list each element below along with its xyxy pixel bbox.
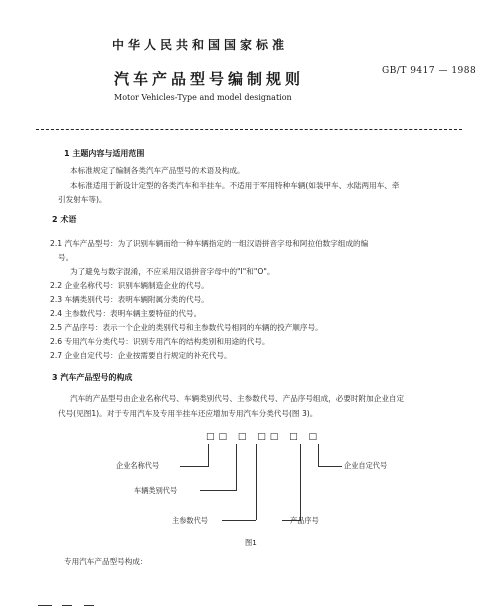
- header-divider: [36, 129, 462, 130]
- term-2-3: 2.3 车辆类别代号：表明车辆附属分类的代号。: [50, 295, 209, 304]
- section-3-heading: 3 汽车产品型号的构成: [52, 373, 133, 382]
- term-2-7: 2.7 企业自定代号：企业按需要自行规定的补充代号。: [50, 351, 232, 360]
- section-1-heading: 1 主题内容与适用范围: [64, 149, 145, 158]
- connector-category: [236, 444, 237, 490]
- connector-company: [208, 444, 209, 466]
- section-1-paragraph-1: 本标准规定了编制各类汽车产品型号的术语及构成。: [70, 166, 245, 175]
- connector-self-defined-h: [318, 466, 342, 467]
- connector-main-param: [256, 444, 257, 520]
- label-company-code: 企业名称代号: [116, 461, 160, 470]
- term-2-1-note: 为了避免与数字混淆，不应采用汉语拼音字母中的"I"和"O"。: [70, 267, 275, 276]
- model-code-template: □□ □ □□ □ □: [206, 432, 321, 442]
- footer-mark: [84, 605, 94, 606]
- term-2-6: 2.6 专用汽车分类代号：识别专用汽车的结构类别和用途的代号。: [50, 337, 270, 346]
- connector-self-defined: [318, 444, 319, 466]
- term-2-1-cont: 号。: [58, 253, 74, 262]
- term-2-4: 2.4 主参数代号：表明车辆主要特征的代号。: [50, 309, 202, 318]
- section-3-paragraph-1: 汽车的产品型号由企业名称代号、车辆类别代号、主参数代号、产品序号组成，必要时附加企业自定: [70, 394, 405, 403]
- connector-category-h: [200, 490, 237, 491]
- document-subtitle-en: Motor Vehicles-Type and model designation: [114, 93, 292, 102]
- connector-main-param-h: [222, 520, 256, 521]
- section-3-paragraph-2: 代号(见图1)。对于专用汽车及专用半挂车还应增加专用汽车分类代号(图 3)。: [58, 409, 318, 418]
- section-1-paragraph-2: 本标准适用于新设计定型的各类汽车和半挂车。不适用于军用特种车辆(如装甲车、水陆两用车、牵: [70, 181, 400, 190]
- section-2-heading: 2 术语: [52, 215, 77, 224]
- label-category-code: 车辆类别代号: [134, 486, 178, 495]
- document-title: 汽车产品型号编制规则: [114, 70, 305, 88]
- footer-mark: [38, 605, 52, 606]
- term-2-2: 2.2 企业名称代号：识别车辆制造企业的代号。: [50, 281, 209, 290]
- section-1-paragraph-2-cont: 引发射车等)。: [58, 195, 107, 204]
- footer-mark: [62, 605, 72, 606]
- label-serial-number: 产品序号: [290, 516, 319, 525]
- label-main-param-code: 主参数代号: [172, 516, 208, 525]
- special-vehicle-heading: 专用汽车产品型号构成：: [64, 557, 148, 566]
- standard-header: 中华人民共和国国家标准: [112, 38, 289, 52]
- connector-company-h: [180, 466, 209, 467]
- figure-caption: 图1: [245, 538, 257, 547]
- term-2-1: 2.1 汽车产品型号：为了识别车辆而给一种车辆指定的一组汉语拼音字母和阿拉伯数字组成的编: [50, 239, 369, 248]
- standard-code: GB/T 9417 — 1988: [382, 66, 477, 76]
- term-2-5: 2.5 产品序号：表示一个企业的类别代号和主参数代号相同的车辆的投产顺序号。: [50, 323, 323, 332]
- label-self-defined-code: 企业自定代号: [344, 461, 388, 470]
- connector-serial: [300, 444, 301, 520]
